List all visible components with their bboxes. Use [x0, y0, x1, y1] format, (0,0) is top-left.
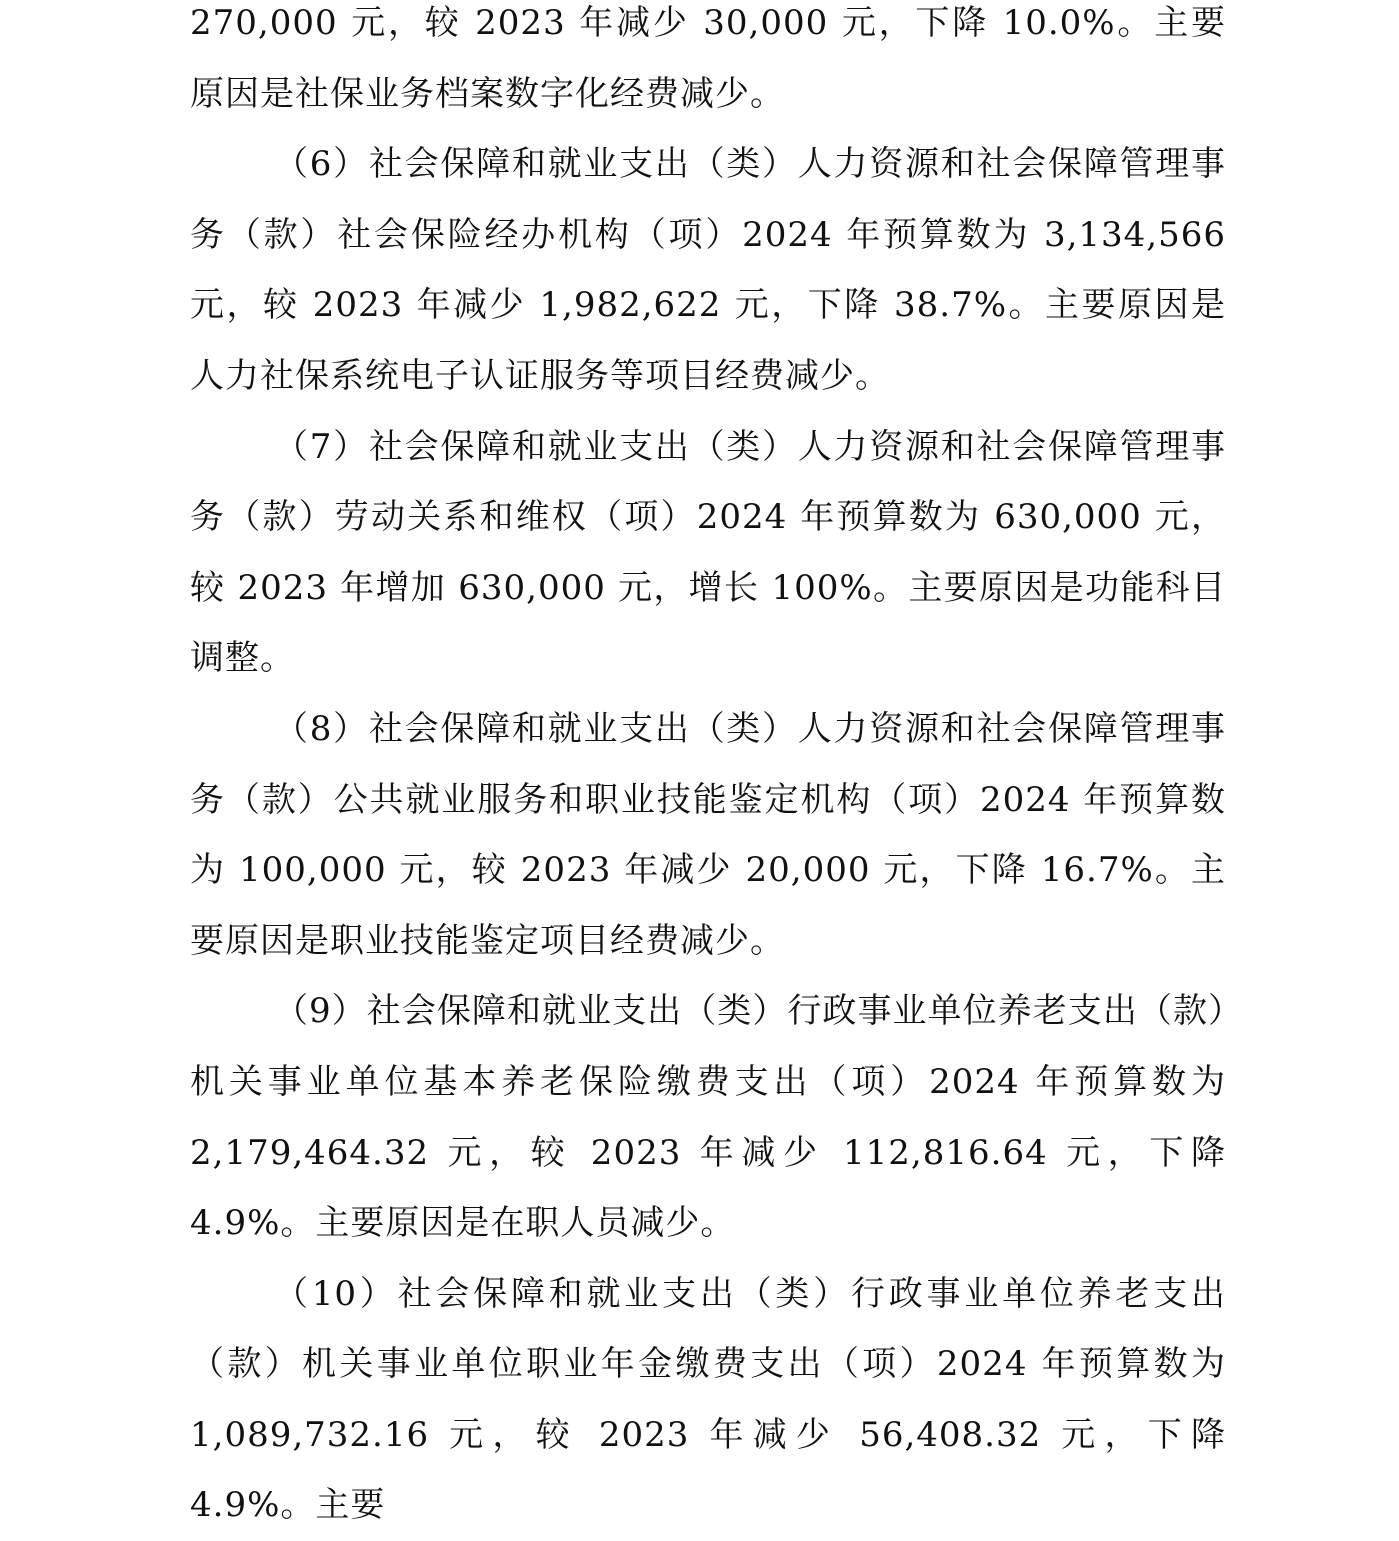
paragraph-item-8: （8）社会保障和就业支出（类）人力资源和社会保障管理事务（款）公共就业服务和职业技能鉴定机构（项）2024 年预算数为 100,000 元，较 2023 年减少 20,000 元，下降 16.7%。主要原因是职业技能鉴定项目经费减少。: [190, 708, 1226, 961]
paragraph-item-5-tail: 270,000 元，较 2023 年减少 30,000 元，下降 10.0%。主要原因是社保业务档案数字化经费减少。: [190, 3, 1226, 114]
paragraph-item-6: （6）社会保障和就业支出（类）人力资源和社会保障管理事务（款）社会保险经办机构（项）2024 年预算数为 3,134,566 元，较 2023 年减少 1,982,622 元，下降 38.7%。主要原因是人力社保系统电子认证服务等项目经费减少。: [190, 144, 1226, 396]
paragraph-item-9: （9）社会保障和就业支出（类）行政事业单位养老支出（款）机关事业单位基本养老保险缴费支出（项）2024 年预算数为 2,179,464.32 元，较 2023 年减少 112,816.64 元，下降 4.9%。主要原因是在职人员减少。: [190, 991, 1226, 1244]
paragraph-item-10: （10）社会保障和就业支出（类）行政事业单位养老支出（款）机关事业单位职业年金缴费支出（项）2024 年预算数为 1,089,732.16 元，较 2023 年减少 56,408.32 元，下降 4.9%。主要: [190, 1273, 1226, 1526]
paragraph-item-7: （7）社会保障和就业支出（类）人力资源和社会保障管理事务（款）劳动关系和维权（项）2024 年预算数为 630,000 元，较 2023 年增加 630,000 元，增长 100%。主要原因是功能科目调整。: [190, 426, 1226, 679]
document-page: [190, 0, 1226, 1541]
